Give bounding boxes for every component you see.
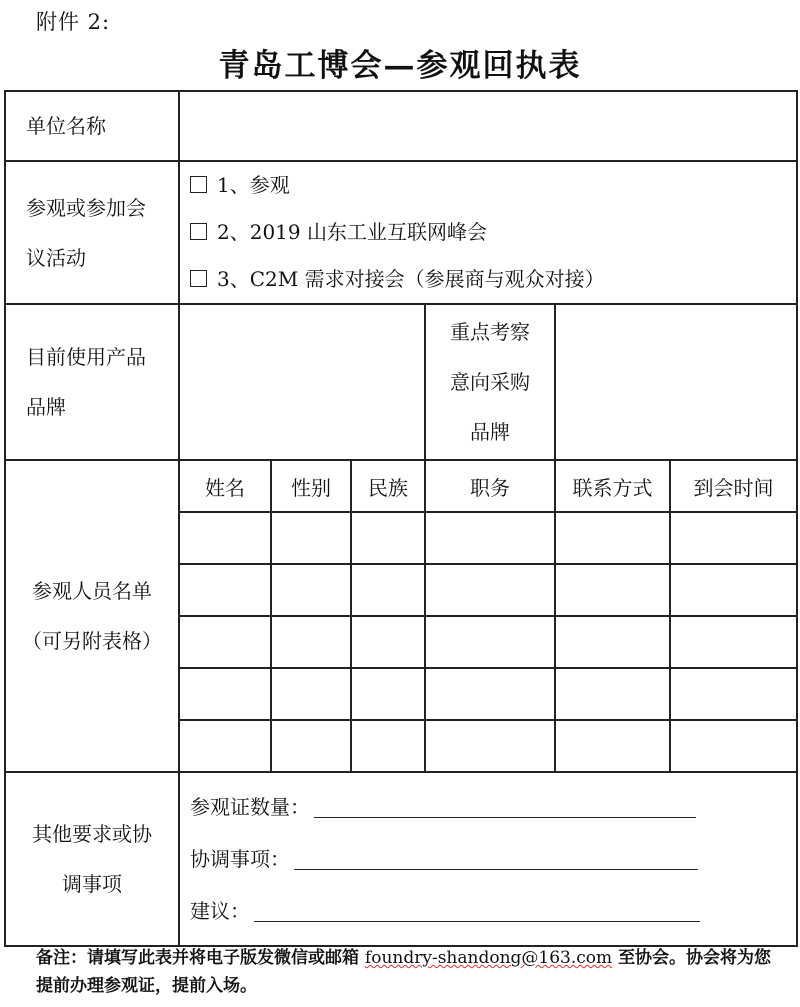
visitor-cell[interactable] — [351, 564, 425, 616]
visitor-cell[interactable] — [670, 564, 797, 616]
visitor-cell[interactable] — [555, 512, 670, 564]
option-summit[interactable]: 2、2019 山东工业互联网峰会 — [180, 209, 796, 256]
visitor-cell[interactable] — [179, 564, 271, 616]
visitor-cell[interactable] — [670, 668, 797, 720]
other-requirements-fields — [179, 772, 797, 946]
visitor-cell[interactable] — [555, 616, 670, 668]
visitor-cell[interactable] — [425, 668, 555, 720]
visitor-cell[interactable] — [179, 616, 271, 668]
suggestion-field[interactable]: 建议： — [180, 885, 796, 937]
visitor-cell[interactable] — [555, 564, 670, 616]
col-arrival-time: 到会时间 — [670, 460, 797, 512]
checkbox-summit[interactable] — [190, 223, 207, 240]
visitor-cell[interactable] — [271, 616, 351, 668]
visitor-cell[interactable] — [670, 720, 797, 772]
option-c2m[interactable]: 3、C2M 需求对接会（参展商与观众对接） — [180, 256, 796, 303]
form-title: 青岛工博会—参观回执表 — [218, 48, 582, 84]
email-link[interactable]: foundry-shandong@163.com — [364, 948, 613, 968]
visitor-cell[interactable] — [271, 512, 351, 564]
checkbox-c2m[interactable] — [190, 270, 207, 287]
visitor-cell[interactable] — [179, 512, 271, 564]
visitors-label: 参观人员名单 （可另附表格） — [5, 460, 179, 772]
option-visit[interactable]: 1、参观 — [180, 162, 796, 209]
visitor-cell[interactable] — [271, 720, 351, 772]
focus-brand-label: 重点考察 意向采购 品牌 — [425, 304, 555, 460]
visitor-cell[interactable] — [555, 720, 670, 772]
coordination-field[interactable]: 协调事项： — [180, 833, 796, 885]
attachment-label: 附件 2: — [36, 10, 111, 34]
col-position: 职务 — [425, 460, 555, 512]
col-name: 姓名 — [179, 460, 271, 512]
receipt-form-table — [4, 90, 798, 947]
activity-options — [179, 161, 797, 304]
visitor-cell[interactable] — [179, 668, 271, 720]
visitor-cell[interactable] — [425, 512, 555, 564]
col-contact: 联系方式 — [555, 460, 670, 512]
footer-note: 备注：请填写此表并将电子版发微信或邮箱 foundry-shandong@163.com 至协会。协会将为您提前办理参观证，提前入场。 — [36, 948, 772, 996]
visitor-cell[interactable] — [670, 512, 797, 564]
visitor-cell[interactable] — [271, 668, 351, 720]
activity-label: 参观或参加会 议活动 — [5, 161, 179, 304]
checkbox-visit[interactable] — [190, 176, 207, 193]
visitor-cell[interactable] — [271, 564, 351, 616]
visitor-cell[interactable] — [670, 616, 797, 668]
pass-count-field[interactable]: 参观证数量： — [180, 781, 796, 833]
unit-name-field[interactable] — [179, 91, 797, 161]
visitor-cell[interactable] — [179, 720, 271, 772]
focus-brand-field[interactable] — [555, 304, 797, 460]
visitor-cell[interactable] — [351, 512, 425, 564]
visitor-cell[interactable] — [555, 668, 670, 720]
visitor-cell[interactable] — [425, 616, 555, 668]
unit-name-label: 单位名称 — [5, 91, 179, 161]
visitor-cell[interactable] — [425, 720, 555, 772]
col-gender: 性别 — [271, 460, 351, 512]
visitor-cell[interactable] — [351, 616, 425, 668]
current-brand-field[interactable] — [179, 304, 425, 460]
visitor-cell[interactable] — [351, 668, 425, 720]
other-requirements-label: 其他要求或协 调事项 — [5, 772, 179, 946]
current-brand-label: 目前使用产品 品牌 — [5, 304, 179, 460]
col-ethnicity: 民族 — [351, 460, 425, 512]
visitor-cell[interactable] — [351, 720, 425, 772]
visitor-cell[interactable] — [425, 564, 555, 616]
